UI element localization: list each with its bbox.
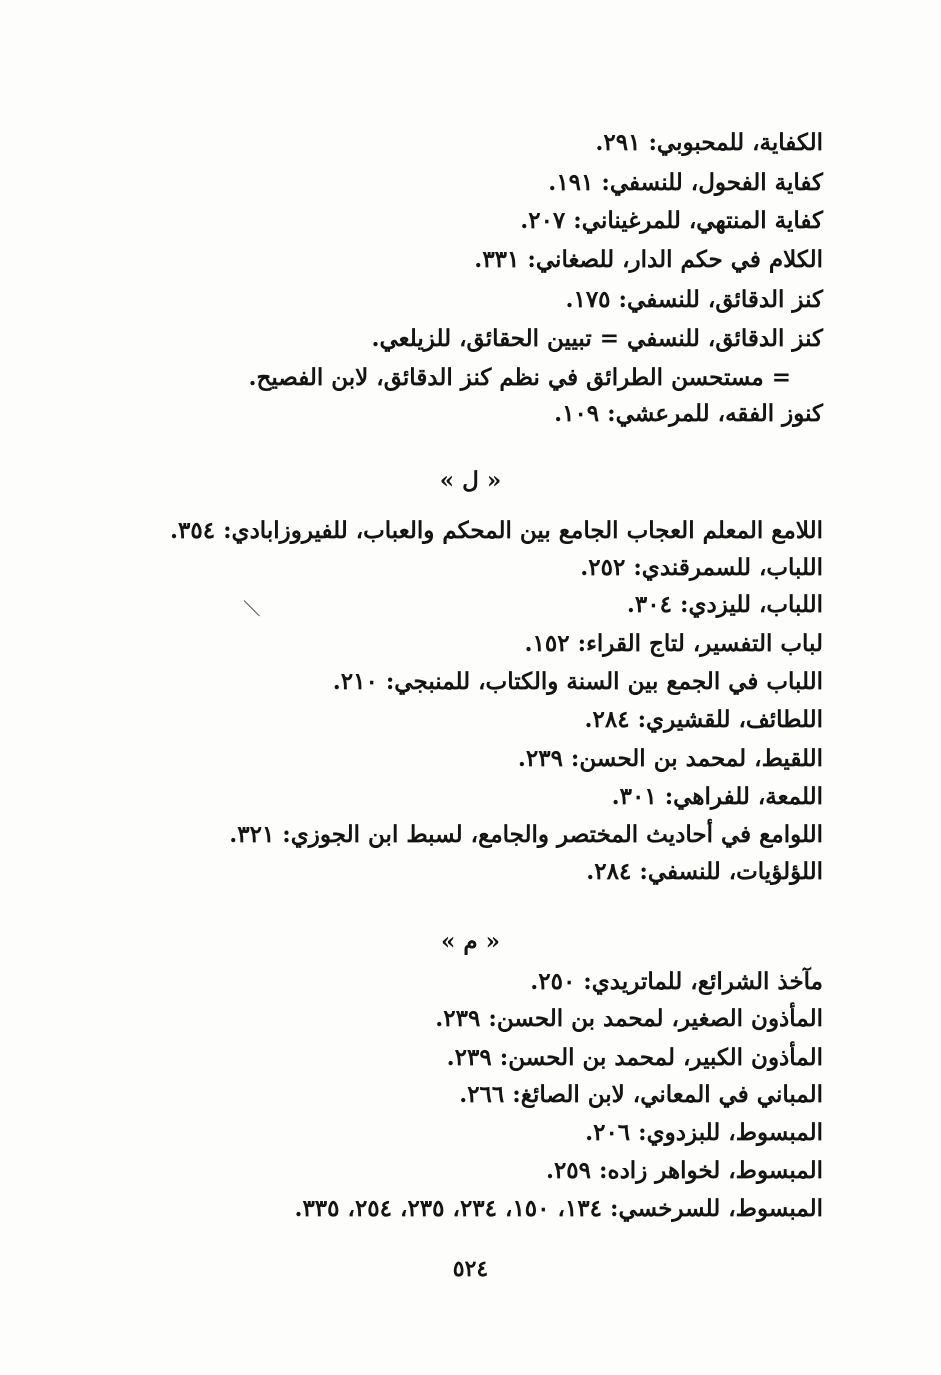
- index-entry: اللمعة، للفراهي: ٣٠١.: [611, 783, 823, 810]
- index-entry: كفاية المنتهي، للمرغيناني: ٢٠٧.: [520, 207, 823, 234]
- index-entry: المباني في المعاني، لابن الصائغ: ٢٦٦.: [459, 1081, 823, 1108]
- index-entry: كنوز الفقه، للمرعشي: ١٠٩.: [554, 400, 823, 427]
- index-entry: اللباب، لليزدي: ٣٠٤.: [626, 591, 823, 618]
- index-entry: اللطائف، للقشيري: ٢٨٤.: [584, 706, 823, 733]
- page-number: ٥٢٤: [452, 1256, 489, 1282]
- index-entry: اللباب في الجمع بين السنة والكتاب، للمنبجي: ٢١٠.: [332, 668, 823, 695]
- scan-mark: [244, 600, 260, 616]
- index-entry: كنز الدقائق، للنسفي = تبيين الحقائق، للزيلعي.: [371, 325, 823, 352]
- index-entry: الكلام في حكم الدار، للصغاني: ٣٣١.: [474, 246, 823, 273]
- index-entry: اللباب، للسمرقندي: ٢٥٢.: [580, 554, 823, 581]
- index-entry: كنز الدقائق، للنسفي: ١٧٥.: [565, 286, 823, 313]
- index-entry: المبسوط، للبزدوي: ٢٠٦.: [585, 1119, 823, 1146]
- section-heading-mim: « م »: [440, 928, 500, 955]
- section-heading-lam: « ل »: [439, 467, 502, 494]
- index-entry: كفاية الفحول، للنسفي: ١٩١.: [548, 169, 823, 196]
- index-entry: الكفاية، للمحبوبي: ٢٩١.: [595, 129, 823, 156]
- index-entry-continuation: = مستحسن الطرائق في نظم كنز الدقائق، لابن الفصيح.: [248, 364, 791, 391]
- index-entry: اللؤلؤيات، للنسفي: ٢٨٤.: [586, 858, 823, 885]
- index-entry: اللقيط، لمحمد بن الحسن: ٢٣٩.: [517, 745, 823, 772]
- index-entry: المأذون الكبير، لمحمد بن الحسن: ٢٣٩.: [446, 1044, 823, 1071]
- index-entry: مآخذ الشرائع، للماتريدي: ٢٥٠.: [530, 968, 823, 995]
- index-entry: اللامع المعلم العجاب الجامع بين المحكم والعباب، للفيروزابادي: ٣٥٤.: [169, 517, 823, 544]
- index-entry: المأذون الصغير، لمحمد بن الحسن: ٢٣٩.: [435, 1005, 823, 1032]
- index-entry: اللوامع في أحاديث المختصر والجامع، لسبط ابن الجوزي: ٣٢١.: [229, 821, 823, 848]
- index-entry: المبسوط، لخواهر زاده: ٢٥٩.: [545, 1157, 823, 1184]
- index-entry: لباب التفسير، لتاج القراء: ١٥٢.: [524, 630, 823, 657]
- index-entry: المبسوط، للسرخسي: ١٣٤، ١٥٠، ٢٣٤، ٢٣٥، ٢٥٤، ٣٣٥.: [294, 1195, 823, 1222]
